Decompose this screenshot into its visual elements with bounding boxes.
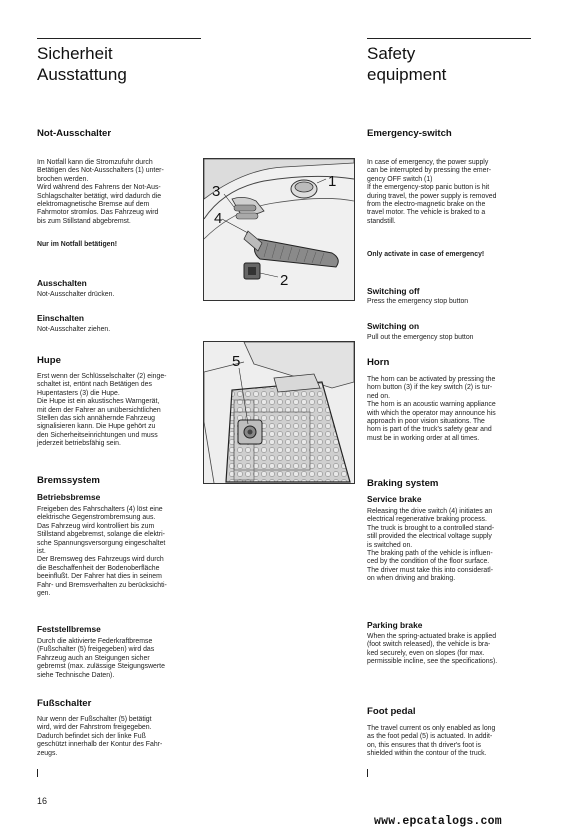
text-line: gency OFF switch (1) xyxy=(367,175,433,183)
text-line: ced by the condition of the floor surface. xyxy=(367,558,490,566)
column-rule-left xyxy=(37,769,38,777)
callout-1: 1 xyxy=(328,173,337,190)
heading-betriebsbremse: Betriebsbremse xyxy=(37,492,101,502)
top-rule-right xyxy=(367,38,531,39)
text-line: with which the operator may announce his xyxy=(367,409,496,417)
note-emergency-de: Nur im Notfall betätigen! xyxy=(37,241,118,248)
heading-parking-brake: Parking brake xyxy=(367,620,423,630)
text-line: on, this ensures that th driver's foot is xyxy=(367,741,481,749)
title-line: Safety xyxy=(367,44,416,63)
text-line: (foot switch released), the vehicle is bra- xyxy=(367,641,491,649)
paragraph xyxy=(367,725,495,759)
heading-emergency-switch: Emergency-switch xyxy=(367,128,452,139)
text-switching-off: Press the emergency stop button xyxy=(367,298,469,305)
text-line: The travel current os only enabled as long xyxy=(367,725,496,732)
column-rule-right xyxy=(367,769,368,777)
heading-not-ausschalter: Not-Ausschalter xyxy=(37,128,112,139)
text-line: The braking path of the vehicle is influen- xyxy=(367,550,493,558)
title-line: Ausstattung xyxy=(37,65,127,84)
text-line: Fahrmotor stromlos. Das Fahrzeug wird xyxy=(37,209,159,217)
text-line: Im Notfall kann die Stromzufuhr durch xyxy=(37,159,153,166)
text-line: jederzeit betriebsfähig sein. xyxy=(37,440,121,448)
heading-einschalten: Einschalten xyxy=(37,313,85,323)
text-line: Der Bremsweg des Fahrzeugs wird durch xyxy=(37,556,164,564)
page-number: 16 xyxy=(37,796,48,806)
text-line: ked securely, even on slopes (for max. xyxy=(367,649,485,657)
text-line: sche Spannungsversorgung eingeschaltet xyxy=(37,539,166,547)
text-line: Hupentasters (3) die Hupe. xyxy=(37,389,120,397)
text-line: mit dem der Fahrer an unübersichtlichen xyxy=(37,406,161,414)
text-line: Stellen das sich annähernde Fahrzeug xyxy=(37,415,155,423)
page-title-de xyxy=(37,43,127,85)
text-line: siehe Technische Daten). xyxy=(37,671,115,679)
text-line: gebremst (max. zulässige Steigungswerte xyxy=(37,663,165,671)
heading-switching-on: Switching on xyxy=(367,321,420,331)
text-line: travel motor. The vehicle is braked to a xyxy=(367,209,486,217)
text-switching-on: Pull out the emergency stop button xyxy=(367,334,474,341)
watermark-link[interactable]: www.epcatalogs.com xyxy=(374,815,502,828)
text-line: geschützt innerhalb der Kontur des Fahr- xyxy=(37,741,163,749)
heading-braking-system: Braking system xyxy=(367,478,439,489)
paragraph xyxy=(37,638,165,680)
callout-4: 4 xyxy=(214,210,223,227)
text-line: Erst wenn der Schlüsselschalter (2) einge- xyxy=(37,373,167,380)
heading-foot-pedal: Foot pedal xyxy=(367,706,416,717)
text-line: elektromagnetische Bremse auf dem xyxy=(37,201,150,209)
text-einschalten: Not-Ausschalter ziehen. xyxy=(37,326,111,333)
text-line: ist. xyxy=(37,548,46,556)
text-line: Stillstand abgebremst, solange die elektri- xyxy=(37,531,165,539)
heading-hupe: Hupe xyxy=(37,355,61,366)
text-line: shielded within the contour of the truck. xyxy=(367,750,487,758)
heading-service-brake: Service brake xyxy=(367,494,422,504)
page-title-en xyxy=(367,43,446,85)
text-line: Wird während des Fahrens der Not-Aus- xyxy=(37,184,161,192)
top-rule-left xyxy=(37,38,201,39)
foot-pedal-illustration xyxy=(204,342,354,483)
text-line: The horn can be activated by pressing the xyxy=(367,376,496,383)
text-line: When the spring-actuated brake is applied xyxy=(367,633,497,640)
paragraph xyxy=(37,159,164,226)
callout-3: 3 xyxy=(212,183,221,200)
heading-ausschalten: Ausschalten xyxy=(37,278,87,288)
text-line: bis zum Stillstand abgebremst. xyxy=(37,217,131,225)
callout-5: 5 xyxy=(232,353,241,370)
text-line: If the emergency-stop panic button is hit xyxy=(367,184,490,192)
text-line: as the foot pedal (5) is actuated. In addit- xyxy=(367,733,493,741)
text-line: Schlagschalter betätigt, wird dadurch die xyxy=(37,192,162,200)
paragraph xyxy=(367,376,496,443)
text-line: signalisieren kann. Die Hupe gehört zu xyxy=(37,423,156,431)
text-line: zeugs. xyxy=(37,749,58,757)
text-line: can be interrupted by pressing the emer- xyxy=(367,167,492,175)
note-emergency-en: Only activate in case of emergency! xyxy=(367,251,485,258)
text-line: wird, wird der Fahrstrom freigegeben. xyxy=(37,724,152,732)
heading-fussschalter: Fußschalter xyxy=(37,698,92,709)
paragraph xyxy=(37,716,162,758)
text-line: permissible incline, see the specifications). xyxy=(367,658,498,666)
paragraph xyxy=(37,506,167,598)
text-line: The driver must take this into consideratl- xyxy=(367,566,493,574)
text-line: during travel, the power supply is removed xyxy=(367,192,497,200)
heading-horn: Horn xyxy=(367,357,390,368)
controls-illustration xyxy=(204,159,354,300)
text-line: die Beschaffenheit der Bodenoberfläche xyxy=(37,564,160,572)
text-line: In case of emergency, the power supply xyxy=(367,159,489,166)
paragraph xyxy=(367,159,496,226)
text-line: standstill. xyxy=(367,217,396,225)
text-line: Fahrzeug auch an Steigungen sicher xyxy=(37,654,150,662)
paragraph xyxy=(367,508,494,584)
text-line: on when driving and braking. xyxy=(367,575,456,583)
text-line: The truck is brought to a controlled stand- xyxy=(367,524,495,532)
text-line: horn button (3) if the key switch (2) is tur- xyxy=(367,384,493,392)
text-line: The horn is an acoustic warning appliance xyxy=(367,401,496,409)
title-line: equipment xyxy=(367,65,447,84)
text-line: is switched on. xyxy=(367,541,413,549)
text-line: beeinflußt. Der Fahrer hat dies in seinem xyxy=(37,573,162,581)
text-line: Freigeben des Fahrschalters (4) löst eine xyxy=(37,506,163,513)
text-line: Die Hupe ist ein akustisches Warngerät, xyxy=(37,398,160,406)
text-line: brochen werden. xyxy=(37,175,89,183)
text-line: schaltet ist, ertönt nach Betätigen des xyxy=(37,381,152,389)
text-line: Nur wenn der Fußschalter (5) betätigt xyxy=(37,716,152,723)
paragraph xyxy=(367,633,497,667)
figure-foot-pedal xyxy=(203,341,355,484)
text-line: must be in working order at all times. xyxy=(367,434,480,442)
heading-switching-off: Switching off xyxy=(367,286,420,296)
text-line: gen. xyxy=(37,590,51,598)
text-line: still provided the electrical voltage supply xyxy=(367,533,492,541)
paragraph xyxy=(37,373,166,449)
text-line: elektrische Gegenstrombremsung aus. xyxy=(37,514,156,522)
text-line: Betätigen des Not-Ausschalters (1) unter- xyxy=(37,167,164,175)
text-line: Durch die aktivierte Federkraftbremse xyxy=(37,638,153,645)
text-line: electrical regenerative braking process. xyxy=(367,516,487,524)
heading-bremssystem: Bremssystem xyxy=(37,475,100,486)
callout-2: 2 xyxy=(280,272,289,289)
text-line: (Fußschalter (5) freigegeben) wird das xyxy=(37,646,155,654)
text-line: Fahr- und Bremsverhalten zu berücksichti- xyxy=(37,581,167,589)
text-line: approach in poor vision situations. The xyxy=(367,418,485,426)
figure-controls xyxy=(203,158,355,301)
text-line: ned on. xyxy=(367,392,390,400)
title-line: Sicherheit xyxy=(37,44,113,63)
text-line: den Sicherheitseinrichtungen und muss xyxy=(37,431,158,439)
text-line: Releasing the drive switch (4) initiates an xyxy=(367,508,493,515)
text-line: from the electro-magnetic brake on the xyxy=(367,201,486,209)
text-ausschalten: Not-Ausschalter drücken. xyxy=(37,291,115,298)
heading-feststellbremse: Feststellbremse xyxy=(37,624,101,634)
text-line: Dadurch befindet sich der linke Fuß xyxy=(37,732,146,740)
text-line: horn is part of the truck's safety gear and xyxy=(367,426,492,434)
text-line: Das Fahrzeug wird kontrolliert bis zum xyxy=(37,522,155,530)
